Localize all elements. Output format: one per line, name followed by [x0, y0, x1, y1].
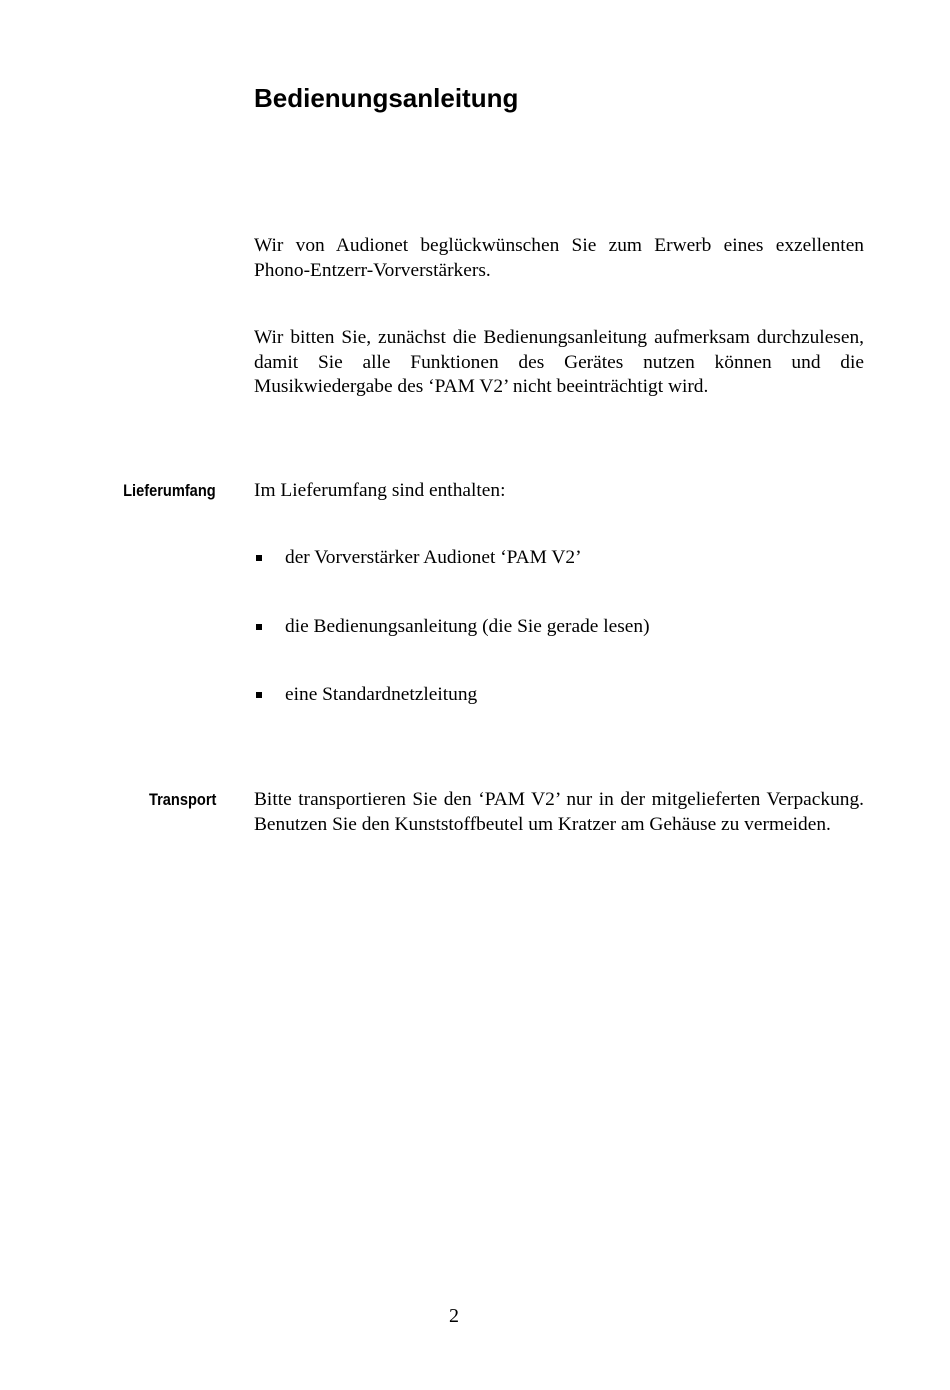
list-item: [254, 683, 864, 707]
square-bullet-icon: [256, 692, 262, 698]
page-number: 2: [449, 1305, 459, 1327]
transport-paragraph: Bitte transportieren Sie den ‘PAM V2’ nur in der mitgelieferten Verpackung. Benutzen Sie den Kunststoffbeutel um Kratzer am Gehäuse zu vermeiden.: [254, 789, 864, 835]
list-item-text: die Bedienungsanleitung (die Sie gerade lesen): [285, 615, 650, 637]
lieferumfang-item-list: [254, 546, 864, 752]
intro-paragraph-instructions: Wir bitten Sie, zunächst die Bedienungsanleitung aufmerksam durchzulesen, damit Sie alle Funktionen des Gerätes nutzen können und die Musikwiedergabe des ‘PAM V2’ nicht beeinträchtigt wird.: [254, 327, 864, 397]
square-bullet-icon: [256, 555, 262, 561]
list-item: [254, 615, 864, 639]
square-bullet-icon: [256, 624, 262, 630]
list-item-text: der Vorverstärker Audionet ‘PAM V2’: [285, 547, 582, 568]
section-label-transport: Transport: [148, 790, 216, 809]
page-title: Bedienungsanleitung: [254, 83, 519, 113]
list-item-text: eine Standardnetzleitung: [285, 684, 478, 705]
section-label-lieferumfang: Lieferumfang: [123, 481, 216, 500]
lieferumfang-lead-text: Im Lieferumfang sind enthalten:: [254, 480, 506, 501]
intro-paragraph-congratulation: Wir von Audionet beglückwünschen Sie zum Erwerb eines exzellenten Phono-Entzerr-Vorverstärkers.: [254, 235, 864, 281]
list-item: [254, 546, 864, 570]
